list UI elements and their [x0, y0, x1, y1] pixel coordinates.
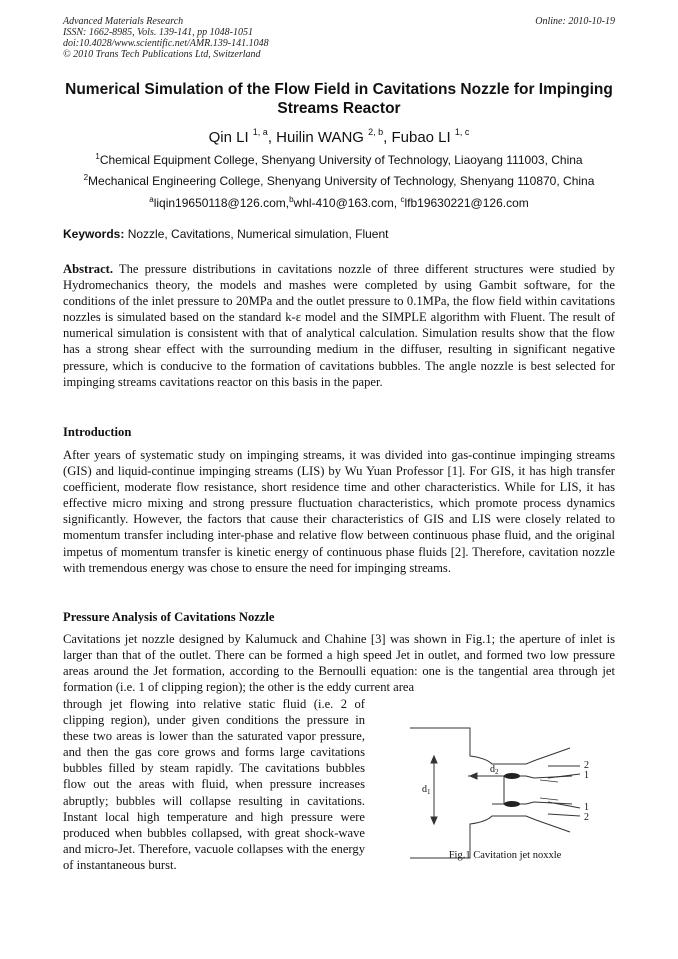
region-label-2-top: 2: [584, 760, 589, 771]
abstract: [63, 261, 615, 390]
issn-line: ISSN: 1662-8985, Vols. 139-141, pp 1048-1051: [63, 27, 253, 38]
nozzle-figure: [408, 720, 608, 865]
pressure-heading: Pressure Analysis of Cavitations Nozzle: [63, 610, 275, 624]
leader-2-bottom: [548, 814, 580, 816]
email-sup: b: [289, 195, 294, 204]
bubble-region-upper: [504, 773, 520, 779]
affiliation-sup: 1: [95, 152, 100, 161]
region-label-1-bottom: 1: [584, 802, 589, 813]
figure-caption: Fig.1 Cavitation jet noxxle: [448, 850, 562, 861]
affiliation-text: Mechanical Engineering College, Shenyang University of Technology, Shenyang 110870, China: [88, 174, 595, 188]
doi-line: doi:10.4028/www.scientific.net/AMR.139-141.1048: [63, 38, 269, 49]
keywords-text: Nozzle, Cavitations, Numerical simulation, Fluent: [127, 227, 389, 241]
journal-name: Advanced Materials Research: [63, 16, 184, 27]
affiliation-2: [40, 170, 638, 189]
nozzle-upper-wall: [410, 728, 536, 764]
flow-arrow-2: [540, 798, 558, 800]
d2-label: $d_2$: [490, 764, 499, 776]
email-line: [40, 192, 638, 211]
d2-arrow: [470, 773, 477, 779]
region-label-1-top: 1: [584, 770, 589, 781]
introduction-heading: Introduction: [63, 425, 132, 439]
affiliation-sup: 2: [83, 173, 89, 182]
author-line: Qin LI $^{1, a}$, Huilin WANG $^{2, b}$, Fubao LI $^{1, c}$: [208, 127, 470, 146]
author-sup: 2, b: [368, 127, 384, 137]
abstract-text: The pressure distributions in cavitations nozzle of three different structures were studied by Hydromechanics theory, the models and mashes were completed by using Gambit software, for the conditions of the inlet pressure to 20MPa and the outlet pressure to 0.1MPa, the flow field within cavitations nozzles is simulated based on the standard k-ε model and the SIMPLE algorithm with Fluent. The result of numerical simulation is consistent with that of analytical calculation. Simulation results show that the flow has a strong shear effect with the surrounding medium in the diffuser, resulting in significant negative pressure, which is conducive to the formation of cavitations bubbles. The angle nozzle is best selected for impinging streams cavitations reactor on this basis in the paper.: [63, 262, 615, 389]
affiliation-1: [40, 149, 638, 168]
email-text: lfb19630221@126.com: [404, 196, 529, 210]
pressure-text-narrow: through jet flowing into relative static fluid (i.e. 2 of clipping region), under given conditions the pressure in these two areas is lower than the saturated vapor pressure, and then the gas core grows and forms large cavitations bubbles filled by steam rapidly. The cavitations bubbles flow out the areas with fluid, when pressure increases abruptly; bubbles will collapse resulting in cavitations. Instant local high temperature and high pressure were produced when bubbles collapsed, with great shock-wave and micro-Jet. Therefore, vacuole collapses with the energy of instantaneous burst.: [63, 697, 365, 872]
author-sup: 1, a: [252, 127, 268, 137]
email-text: liqin19650118@126.com,: [153, 196, 290, 210]
email-sup: c: [400, 195, 405, 204]
email-text: whl-410@163.com,: [293, 196, 398, 210]
keywords-label: Keywords:: [63, 227, 125, 241]
flow-arrow-1: [540, 780, 558, 782]
bubble-region-lower: [504, 801, 520, 807]
introduction-text: After years of systematic study on impinging streams, it was divided into gas-continue impinging streams (GIS) and liquid-continue impinging streams (LIS) by Wu Yuan Professor [1]. For GIS, it has high transfer coefficient, moderate flow resistance, short residence time and other characteristics. While for LIS, it has effective micro mixing and strong pressure fluctuation characteristics, which promote process dynamics significantly. However, the factors that cause their characteristics of GIS and LIS were closely related to momentum transfer including inter-phase and relative flow between continuous phase fluid, and the original impetus of momentum transfer is kinetic energy of continuous phase fluids [2]. Therefore, cavitation nozzle with tremendous energy was chose to ensure the need for impinging streams.: [63, 448, 615, 575]
author-name: Fubao LI: [391, 129, 451, 146]
leader-1-top: [548, 774, 580, 778]
abstract-label: Abstract.: [63, 262, 114, 276]
region-label-2-bottom: 2: [584, 812, 589, 823]
d1-label: $d_1$: [422, 784, 431, 796]
leader-1-bottom: [548, 802, 580, 808]
author-name: Qin LI: [208, 129, 249, 146]
paper-title: Numerical Simulation of the Flow Field in Cavitations Nozzle for Impinging Streams Reactor: [65, 81, 613, 117]
d1-arrow-top: [431, 756, 437, 763]
pressure-text-full: Cavitations jet nozzle designed by Kalumuck and Chahine [3] was shown in Fig.1; the aperture of inlet is larger than that of the outlet. There can be formed a high speed Jet in outlet, and formed two low pressure areas around the Jet formation, according to the Bernoulli equation: one is the tangential area through jet formation (i.e. 1 of clipping region); the other is the eddy current area: [63, 632, 615, 695]
exit-line-lower: [536, 820, 570, 832]
email-sup: a: [149, 195, 154, 204]
author-name: Huilin WANG: [276, 129, 364, 146]
affiliation-text: Chemical Equipment College, Shenyang University of Technology, Liaoyang 111003, China: [99, 153, 583, 167]
copyright-line: © 2010 Trans Tech Publications Ltd, Switzerland: [63, 49, 261, 60]
keywords: [63, 227, 615, 242]
journal-header: [63, 16, 615, 60]
author-sup: 1, c: [454, 127, 470, 137]
exit-line-upper: [536, 748, 570, 760]
d1-arrow-bottom: [431, 817, 437, 824]
online-date: Online: 2010-10-19: [535, 16, 615, 27]
